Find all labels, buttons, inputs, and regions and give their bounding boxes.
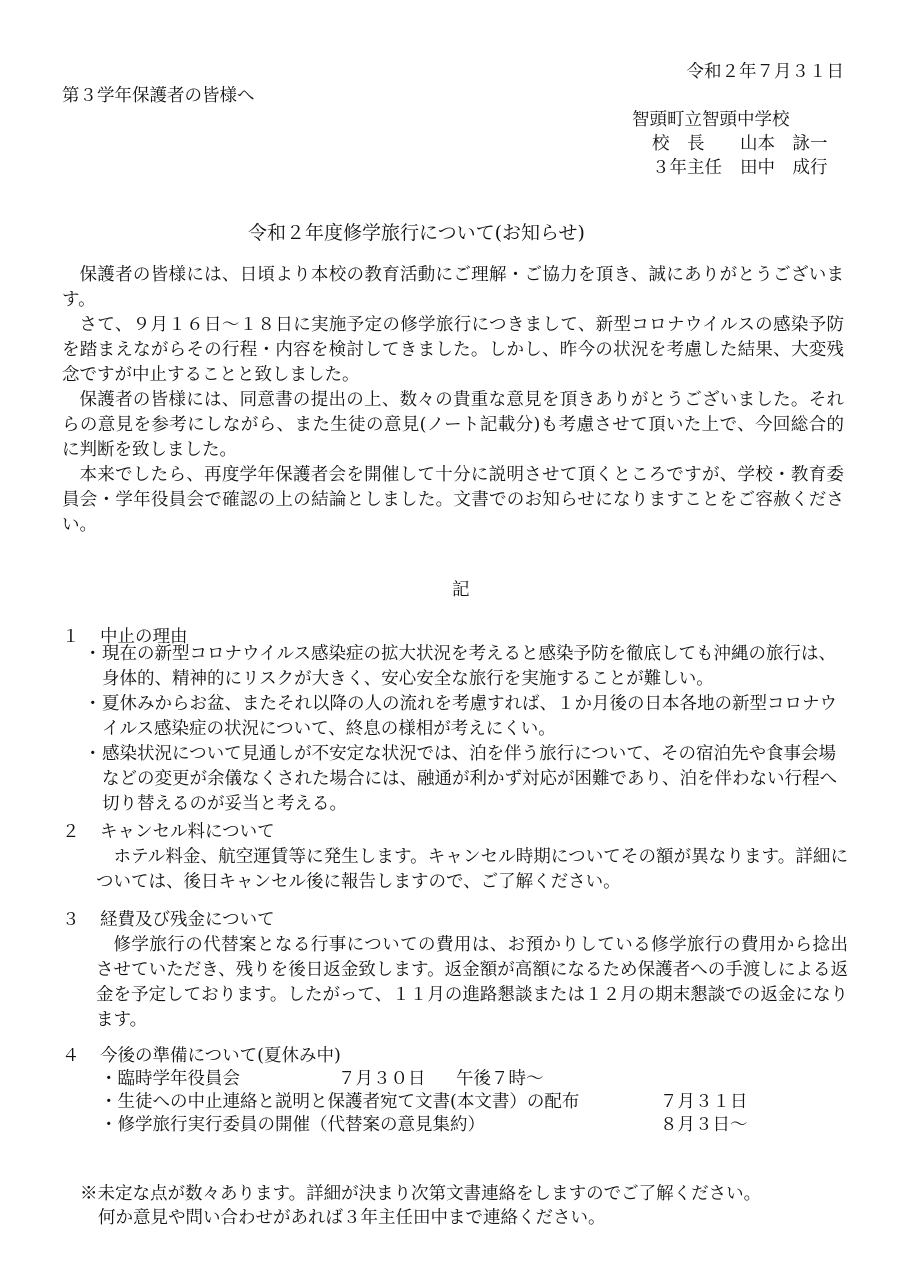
list-item: ・ 感染状況について見通しが不安定な状況では、泊を伴う旅行について、その宿泊先や食事会場などの変更が余儀なくされた場合には、融通が利かず対応が困難であり、泊を伴わない行程へ切り替えるのが妥当と考える。 [84, 742, 848, 817]
intro-paragraph: 保護者の皆様には、日頃より本校の教育活動にご理解・ご協力を頂き、誠にありがとうございます。 [62, 265, 844, 310]
section-number: ２ [62, 822, 80, 842]
section-heading: 今後の準備について(夏休み中) [100, 1046, 341, 1066]
list-item: ・ 現在の新型コロナウイルス感染症の拡大状況を考えると感染予防を徹底しても沖縄の旅行は、身体的、精神的にリスクが大きく、安心安全な旅行を実施することが難しい。 [84, 642, 848, 692]
schedule-date: ７月３０日 [338, 1069, 426, 1089]
issue-date: 令和２年７月３１日 [686, 62, 844, 82]
teacher-name: 田中 成行 [740, 158, 828, 178]
addressee: 第３学年保護者の皆様へ [62, 86, 255, 106]
list-item: ・ 夏休みからお盆、またそれ以降の人の流れを考慮すれば、１か月後の日本各地の新型コロナウイルス感染症の状況について、終息の様相が考えにくい。 [84, 692, 848, 742]
section-body [96, 933, 848, 1033]
schedule-item: ・生徒への中止連絡と説明と保護者宛て文書(本文書）の配布 [100, 1092, 580, 1112]
note-line: ※未定な点が数々あります。詳細が決まり次第文書連絡をしますのでご了解ください。 [80, 1184, 762, 1204]
school-name: 智頭町立智頭中学校 [632, 110, 790, 130]
section-heading: キャンセル料について [100, 822, 275, 842]
schedule-date: ７月３１日 [660, 1092, 748, 1112]
section-number: １ [62, 627, 80, 647]
principal-title: 校 長 [652, 134, 705, 154]
document-title: 令和２年度修学旅行について(お知らせ) [248, 222, 585, 244]
intro-paragraph: さて、９月１６日～１８日に実施予定の修学旅行につきまして、新型コロナウイルスの感染予防を踏まえながらその行程・内容を検討してきました。しかし、昨今の状況を考慮した結果、大変残念ですが中止することと致しました。 [62, 315, 844, 385]
section-text: ホテル料金、航空運賃等に発生します。キャンセル時期についてその額が異なります。詳細については、後日キャンセル後に報告しますので、ご了解ください。 [96, 847, 848, 892]
section-heading: 中止の理由 [100, 627, 188, 647]
teacher-title: ３年主任 [652, 158, 722, 178]
schedule-item: ・修学旅行実行委員の開催（代替案の意見集約） [100, 1115, 485, 1135]
section-heading: 経費及び残金について [100, 910, 275, 930]
intro-paragraph: 保護者の皆様には、同意書の提出の上、数々の貴重な意見を頂きありがとうございました。それらの意見を参考にしながら、また生徒の意見(ノート記載分)も考慮させて頂いた上で、今回総合的に判断を致しました。 [62, 390, 844, 460]
section-body [96, 845, 848, 895]
schedule-item: ・臨時学年役員会 [100, 1069, 240, 1089]
section-number: ３ [62, 910, 80, 930]
section-text: 修学旅行の代替案となる行事についての費用は、お預かりしている修学旅行の費用から捻出させていただき、残りを後日返金致します。返金額が高額になるため保護者への手渡しによる返金を予定しております。したがって、１１月の進路懇談または１２月の期末懇談での返金になります。 [96, 935, 848, 1030]
note-line: 何か意見や問い合わせがあれば３年主任田中まで連絡ください。 [98, 1208, 606, 1228]
principal-name: 山本 詠一 [740, 134, 828, 154]
section-number: ４ [62, 1046, 80, 1066]
ki-marker: 記 [452, 580, 470, 600]
intro-text [62, 263, 844, 538]
reason-list [84, 642, 848, 817]
intro-paragraph: 本来でしたら、再度学年保護者会を開催して十分に説明させて頂くところですが、学校・教育委員会・学年役員会で確認の上の結論としました。文書でのお知らせになりますことをご容赦ください。 [62, 465, 844, 535]
schedule-time: 午後７時～ [456, 1069, 544, 1089]
schedule-date: ８月３日～ [660, 1115, 748, 1135]
